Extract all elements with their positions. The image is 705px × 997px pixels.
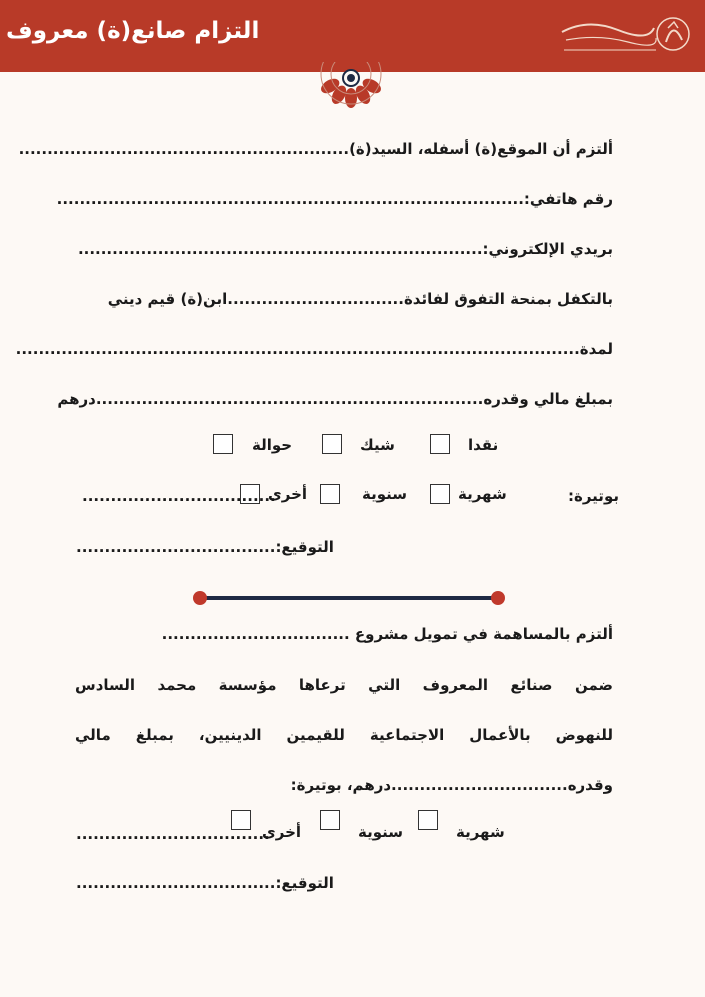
annual-checkbox-2[interactable] bbox=[320, 810, 340, 830]
project-text-line-3: للنهوض بالأعمال الاجتماعية للقيمين الدينيين، بمبلغ مالي bbox=[75, 726, 613, 744]
rosette-ornament bbox=[310, 62, 392, 110]
pledge-signatory-line[interactable]: ألتزم أن الموقع(ة) أسفله، السيد(ة).......................................................... bbox=[18, 140, 613, 158]
project-amount-field[interactable]: وقدره...............................درهم، بوتيرة: bbox=[290, 776, 613, 794]
check-label: شيك bbox=[360, 436, 395, 454]
cash-checkbox[interactable] bbox=[430, 434, 450, 454]
section-divider bbox=[192, 589, 506, 607]
signature-field-2[interactable]: التوقيع:................................... bbox=[76, 874, 334, 892]
annual-label: سنوية bbox=[362, 485, 408, 503]
cash-label: نقدا bbox=[468, 436, 499, 454]
email-field[interactable]: بريدي الإلكتروني:....................................................................... bbox=[77, 240, 613, 258]
phone-field[interactable]: رقم هاتفي:.................................................................................. bbox=[56, 190, 613, 208]
scholarship-beneficiary-field[interactable]: بالتكفل بمنحة التفوق لفائدة...............................ابن(ة) قيم ديني bbox=[107, 290, 613, 308]
other-label-2: أخرى bbox=[262, 823, 302, 841]
duration-field[interactable]: لمدة................................................................................................... bbox=[15, 340, 613, 358]
transfer-label: حوالة bbox=[252, 436, 293, 454]
page-title: التزام صانع(ة) معروف bbox=[6, 18, 260, 44]
annual-label-2: سنوية bbox=[358, 823, 404, 841]
check-checkbox[interactable] bbox=[322, 434, 342, 454]
transfer-checkbox[interactable] bbox=[213, 434, 233, 454]
frequency-label: بوتيرة: bbox=[568, 487, 619, 505]
other-label: أخرى bbox=[268, 485, 308, 503]
amount-field[interactable]: بمبلغ مالي وقدره....................................................................درهم bbox=[57, 390, 613, 408]
other-fill-field-2[interactable]: .................................. bbox=[76, 825, 270, 843]
monthly-label: شهرية bbox=[458, 485, 507, 503]
signature-field-1[interactable]: التوقيع:................................... bbox=[76, 538, 334, 556]
monthly-checkbox-2[interactable] bbox=[418, 810, 438, 830]
monthly-checkbox[interactable] bbox=[430, 484, 450, 504]
monthly-label-2: شهرية bbox=[456, 823, 505, 841]
project-text-line-2: ضمن صنائع المعروف التي ترعاها مؤسسة محمد السادس bbox=[75, 676, 613, 694]
foundation-logo bbox=[558, 10, 693, 60]
other-fill-field[interactable]: .................................. bbox=[82, 487, 276, 505]
project-funding-line[interactable]: ألتزم بالمساهمة في تمويل مشروع ................................. bbox=[161, 625, 613, 643]
annual-checkbox[interactable] bbox=[320, 484, 340, 504]
